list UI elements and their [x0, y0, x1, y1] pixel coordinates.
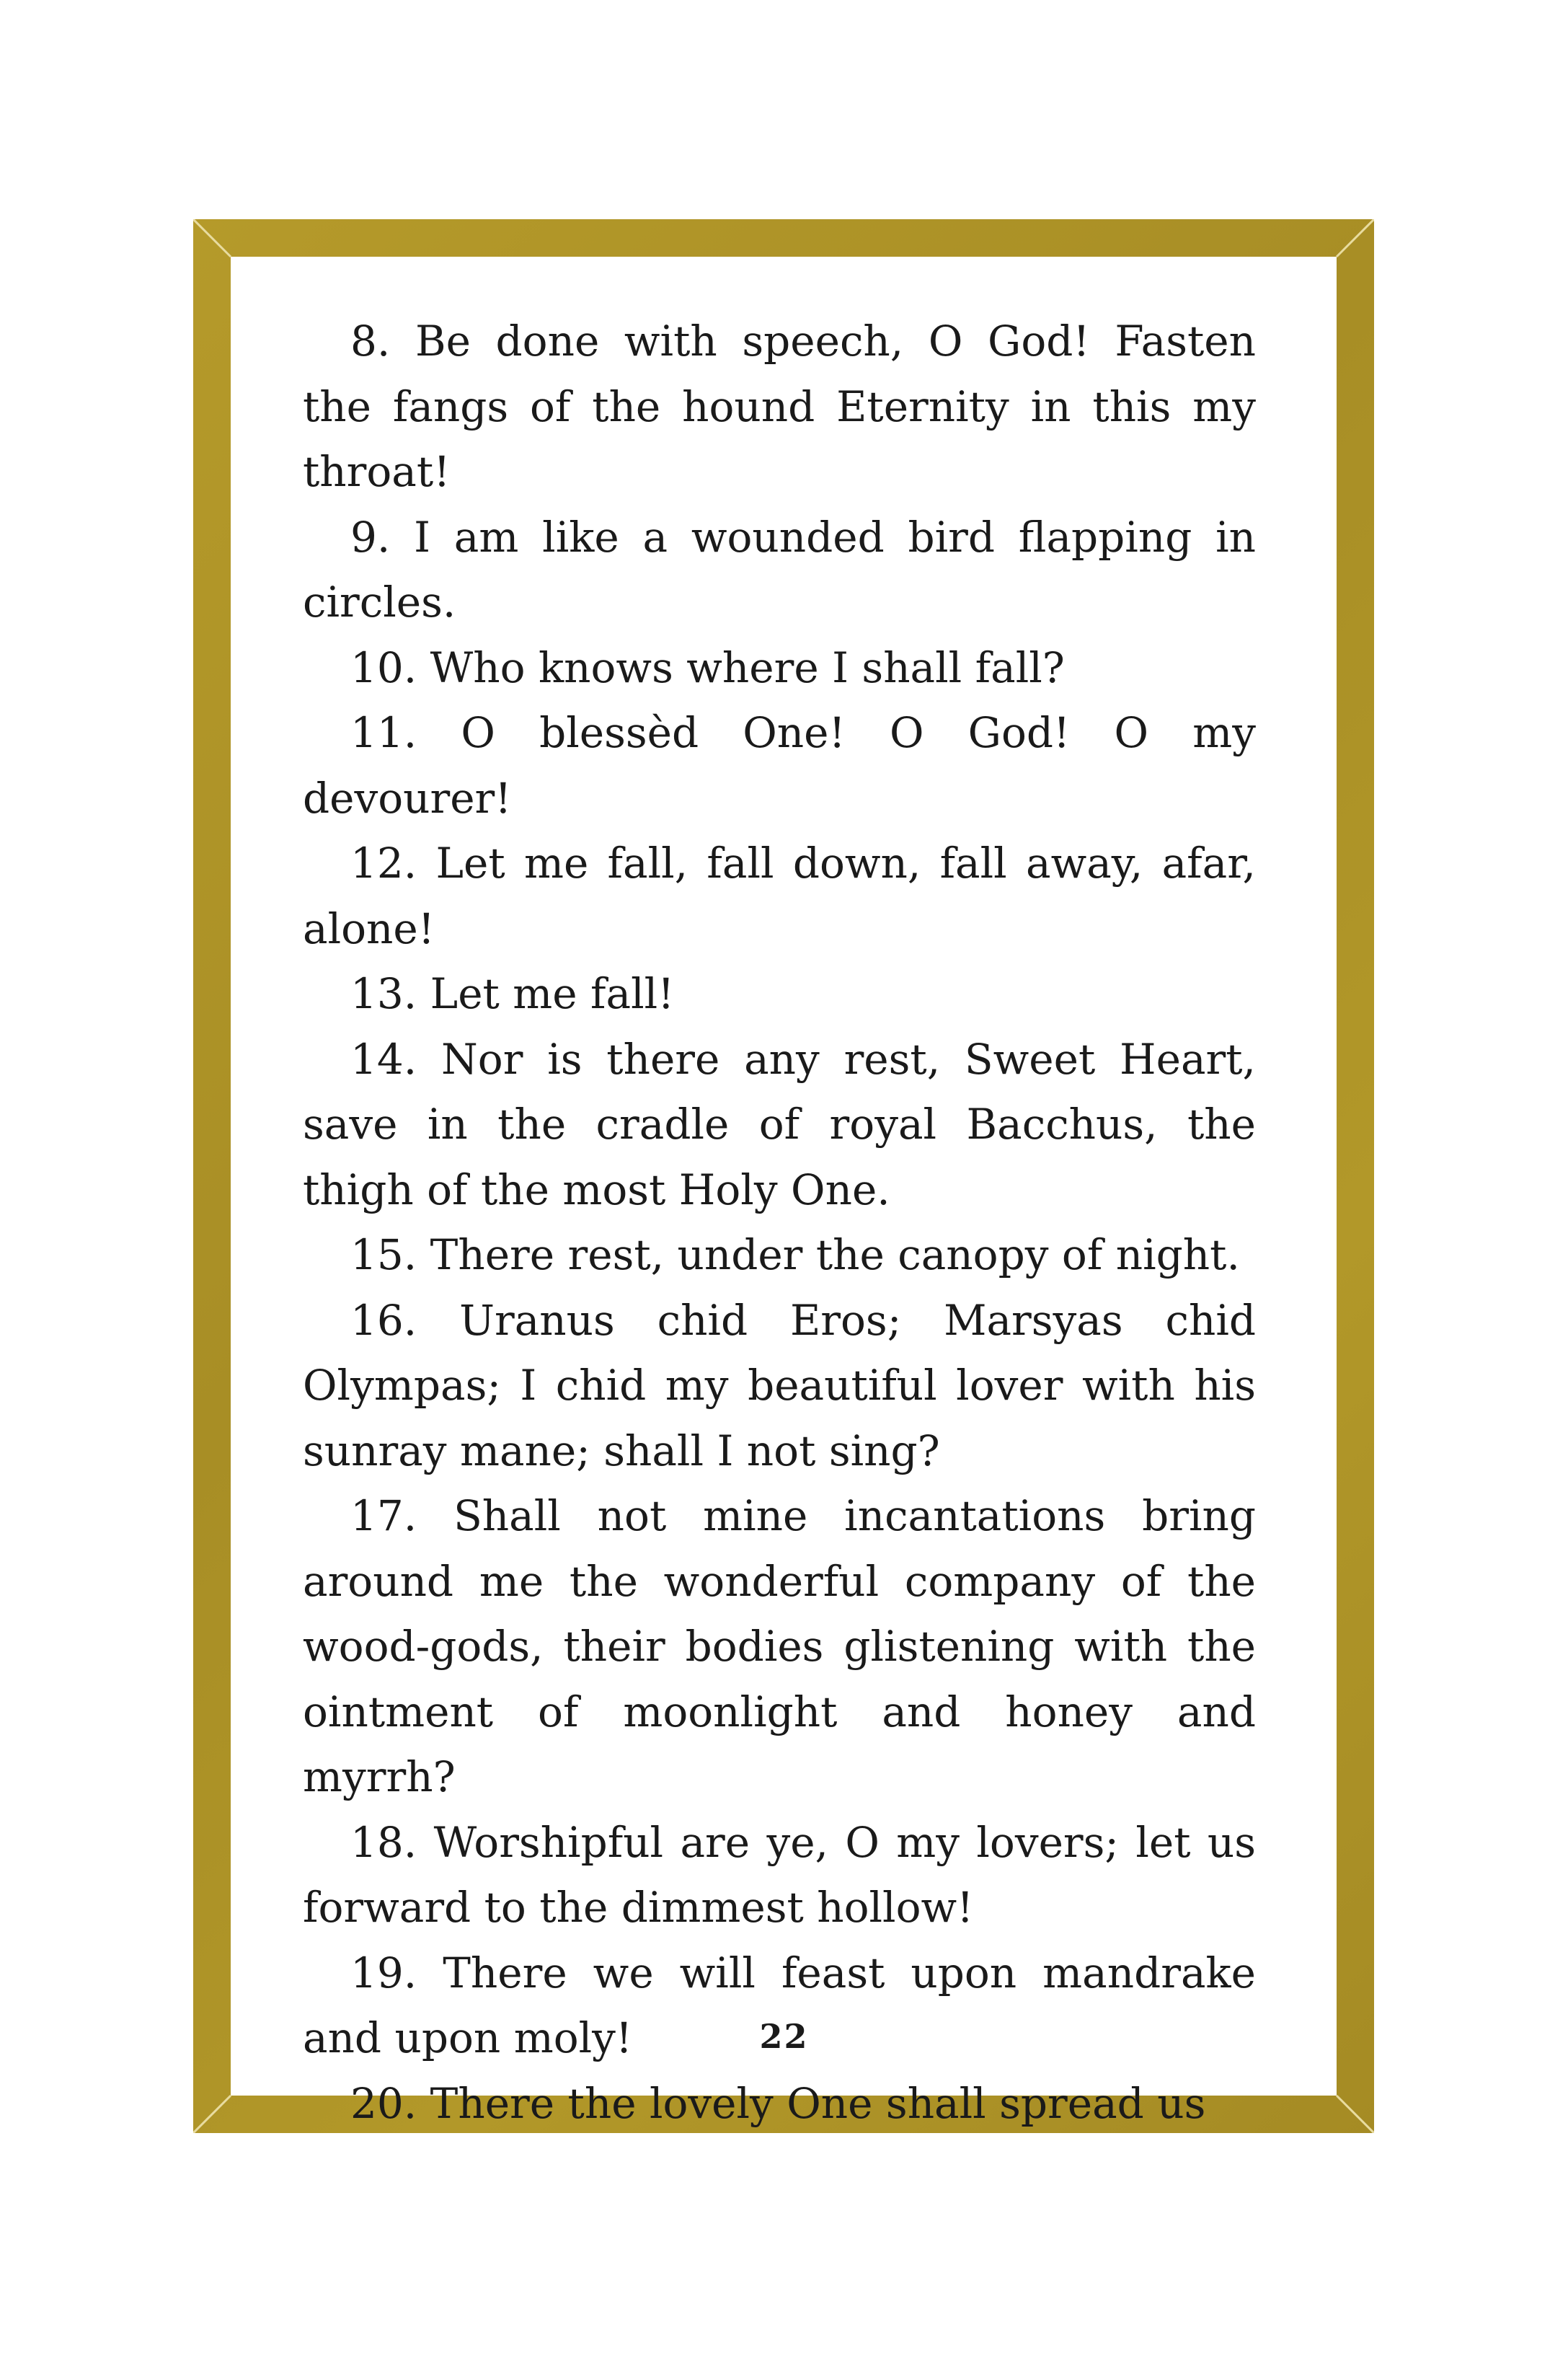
verse-text — [303, 309, 1256, 2136]
verse-17: 17. Shall not mine incantations bring around me the wonderful company of the wood-gods, their bodies glistening with the ointment of moonlight and honey and myrrh? — [303, 1491, 1256, 1801]
verse-19: 19. There we will feast upon mandrake and upon moly! — [303, 1948, 1256, 2062]
verse-13: 13. Let me fall! — [350, 969, 675, 1018]
verse-20: 20. There the lovely One shall spread us — [350, 2078, 1206, 2128]
verse-15: 15. There rest, under the canopy of night. — [350, 1230, 1240, 1279]
verse-16: 16. Uranus chid Eros; Marsyas chid Olympas; I chid my beautiful lover with his sunray mane; shall I not sing? — [303, 1295, 1256, 1475]
verse-8: 8. Be done with speech, O God! Fasten the fangs of the hound Eternity in this my throat! — [303, 317, 1256, 496]
verse-14: 14. Nor is there any rest, Sweet Heart, save in the cradle of royal Bacchus, the thigh of the most Holy One. — [303, 1034, 1256, 1214]
verse-10: 10. Who knows where I shall fall? — [350, 643, 1065, 692]
page-number: 22 — [759, 2017, 809, 2056]
verse-9: 9. I am like a wounded bird flapping in circles. — [303, 512, 1256, 627]
verse-11: 11. O blessèd One! O God! O my devourer! — [303, 708, 1256, 823]
verse-12: 12. Let me fall, fall down, fall away, afar, alone! — [303, 839, 1256, 953]
verse-18: 18. Worshipful are ye, O my lovers; let us forward to the dimmest hollow! — [303, 1817, 1256, 1932]
